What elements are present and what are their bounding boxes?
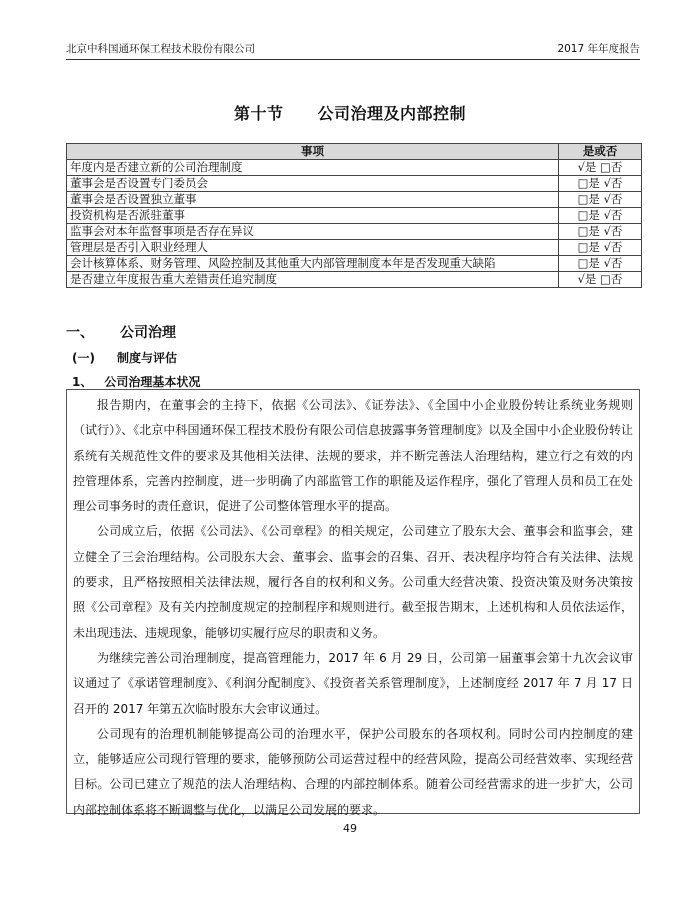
section-title (0, 101, 700, 124)
heading2-number: (一) (72, 351, 95, 365)
row-answer: □是 √否 (559, 224, 642, 240)
page-number: 49 (343, 822, 357, 835)
governance-text-box (66, 389, 640, 817)
heading-governance-status (72, 373, 200, 390)
header-report-title: 2017 年年度报告 (557, 43, 640, 55)
row-item: 监事会对本年监督事项是否存在异议 (67, 224, 559, 240)
header-company-name: 北京中科国通环保工程技术股份有限公司 (66, 43, 255, 55)
section-title-text: 公司治理及内部控制 (317, 104, 467, 123)
section-number: 第十节 (233, 104, 284, 123)
table-row (67, 208, 642, 224)
row-answer: □是 √否 (559, 192, 642, 208)
row-answer: √是 □否 (559, 160, 642, 176)
paragraph: 公司成立后，依据《公司法》、《公司章程》的相关规定，公司建立了股东大会、董事会和监事会，建立健全了三会治理结构。公司股东大会、董事会、监事会的召集、召开、表决程序均符合有关法律、法规的要求，且严格按照相关法律法规，履行各自的权利和义务。公司重大经营决策、投资决策及财务决策按照《公司章程》及有关内控制度规定的控制程序和规则进行。截至报告期末，上述机构和人员依法运作，未出现违法、违规现象，能够切实履行应尽的职责和义务。 (73, 524, 633, 640)
paragraph: 公司现有的治理机制能够提高公司的治理水平，保护公司股东的各项权利。同时公司内控制度的建立，能够适应公司现行管理的要求，能够预防公司运营过程中的经营风险，提高公司经营效率、实现经营目标。公司已建立了规范的法人治理结构、合理的内部控制体系。随着公司经营需求的进一步扩大，公司内部控制体系将不断调整与优化，以满足公司发展的要求。 (73, 726, 633, 817)
heading3-title: 公司治理基本状况 (104, 375, 201, 389)
heading3-number: 1、 (72, 375, 93, 389)
table-row (67, 160, 642, 176)
table-row (67, 240, 642, 256)
heading-system-evaluation (72, 349, 177, 366)
row-answer: □是 √否 (559, 208, 642, 224)
row-answer: √是 □否 (559, 272, 642, 288)
row-answer: □是 √否 (559, 240, 642, 256)
column-header-item: 事项 (67, 144, 559, 160)
paragraph: 报告期内，在董事会的主持下，依据《公司法》、《证券法》、《全国中小企业股份转让系统业务规则（试行）》、《北京中科国通环保工程技术股份有限公司信息披露事务管理制度》以及全国中小企业股份转让系统有关规范性文件的要求及其他相关法律、法规的要求，并不断完善法人治理结构，建立行之有效的内控管理体系，完善内控制度，进一步明确了内部监管工作的职能及运作程序，强化了管理人员和员工在处理公司事务时的责任意识，促进了公司整体管理水平的提高。 (73, 398, 633, 514)
heading1-number: 一、 (66, 325, 94, 341)
heading1-title: 公司治理 (120, 325, 176, 341)
table-row (67, 192, 642, 208)
heading-corporate-governance (66, 322, 176, 342)
row-item: 董事会是否设置独立董事 (67, 192, 559, 208)
row-answer: □是 √否 (559, 256, 642, 272)
row-item: 会计核算体系、财务管理、风险控制及其他重大内部管理制度本年是否发现重大缺陷 (67, 256, 559, 272)
row-item: 是否建立年度报告重大差错责任追究制度 (67, 272, 559, 288)
table-row (67, 272, 642, 288)
paragraph: 为继续完善公司治理制度，提高管理能力，2017 年 6 月 29 日，公司第一届董事会第十九次会议审议通过了《承诺管理制度》、《利润分配制度》、《投资者关系管理制度》，上述制度经 2017 年 7 月 17 日召开的 2017 年第五次临时股东大会审议通过。 (73, 650, 633, 716)
governance-matters-table (66, 143, 642, 288)
row-item: 投资机构是否派驻董事 (67, 208, 559, 224)
row-item: 董事会是否设置专门委员会 (67, 176, 559, 192)
page-header (66, 41, 640, 60)
table-row (67, 176, 642, 192)
heading2-title: 制度与评估 (116, 351, 177, 365)
row-item: 管理层是否引入职业经理人 (67, 240, 559, 256)
row-item: 年度内是否建立新的公司治理制度 (67, 160, 559, 176)
table-row (67, 224, 642, 240)
table-row (67, 256, 642, 272)
row-answer: □是 √否 (559, 176, 642, 192)
table-header-row (67, 144, 642, 160)
column-header-answer: 是或否 (559, 144, 642, 160)
